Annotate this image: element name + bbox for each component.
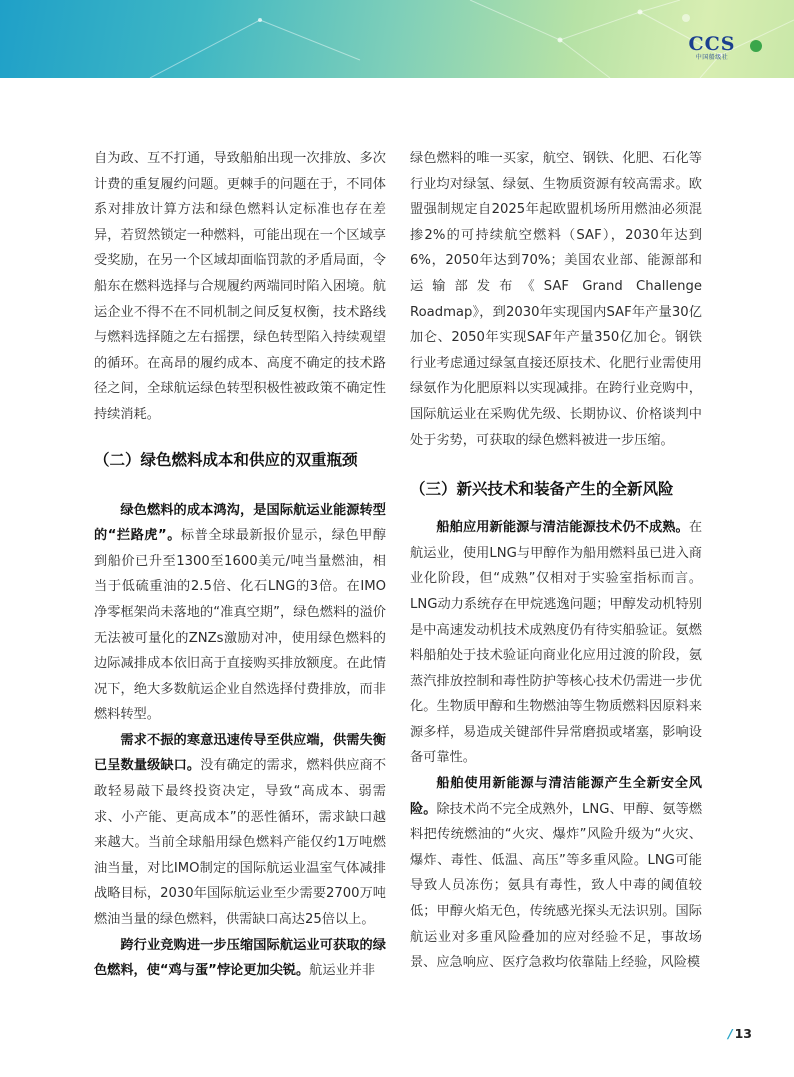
- section-heading-2: （二）绿色燃料成本和供应的双重瓶颈: [94, 450, 358, 469]
- paragraph: [94, 498, 386, 728]
- page-slash: /: [728, 1026, 733, 1041]
- network-decoration: [0, 0, 794, 78]
- right-column: [410, 146, 702, 976]
- paragraph: 自为政、互不打通，导致船舶出现一次排放、多次计费的重复履约问题。更棘手的问题在于，不同体系对排放计算方法和绿色燃料认定标准也存在差异，若贸然锁定一种燃料，可能出现在一个区域享受奖励，在另一个区域却面临罚款的矛盾局面，令船东在燃料选择与合规履约两端同时陷入困境。航运企业不得不在不同机制之间反复权衡，技术路线与燃料选择随之左右摇摆，绿色转型陷入持续观望的循环。在高昂的履约成本、高度不确定的技术路径之间，全球航运绿色转型积极性被政策不确定性持续消耗。: [94, 151, 386, 422]
- paragraph-text: 标普全球最新报价显示，绿色甲醇到船价已升至1300至1600美元/吨当量燃油，相当于低硫重油的2.5倍、化石LNG的3倍。在IMO净零框架尚未落地的“准真空期”，绿色燃料的溢价无法被可量化的ZNZs激励对冲，使用绿色燃料的边际减排成本依旧高于直接购买排放额度。在此情况下，绝大多数航运企业自然选择付费排放，而非燃料转型。: [94, 528, 387, 723]
- paragraph: [410, 515, 702, 771]
- bold-lead: 跨行业竞购进一步压缩国际航运业可获取的绿色燃料，使“鸡与蛋”悖论更加尖锐。: [94, 937, 386, 979]
- page-number-value: 13: [734, 1026, 752, 1041]
- header-banner: [0, 0, 794, 78]
- paragraph: 绿色燃料的唯一买家，航空、钢铁、化肥、石化等行业均对绿氢、绿氨、生物质资源有较高需求。欧盟强制规定自2025年起欧盟机场所用燃油必须混掺2%的可持续航空燃料（SAF），2030年达到6%，2050年达到70%；美国农业部、能源部和运输部发布《SAF Grand Challenge Roadmap》，到2030年实现国内SAF年产量30亿加仑、2050年实现SAF年产量350亿加仑。钢铁行业考虑通过绿氢直接还原技术、化肥行业需使用绿氨作为化肥原料以实现减排。在跨行业竞购中，国际航运业在采购优先级、长期协议、价格谈判中处于劣势，可获取的绿色燃料被进一步压缩。: [410, 151, 702, 448]
- page-number: [728, 1026, 752, 1041]
- paragraph-text: 除技术尚不完全成熟外，LNG、甲醇、氨等燃料把传统燃油的“火灾、爆炸”风险升级为“火灾、爆炸、毒性、低温、高压”等多重风险。LNG可能导致人员冻伤；氨具有毒性，致人中毒的阈值较低；甲醇火焰无色，传统感光探头无法识别。国际航运业对多重风险叠加的应对经验不足，事故场景、应急响应、医疗急救均依靠陆上经验，风险模: [410, 801, 703, 971]
- left-column: [94, 146, 386, 984]
- bold-lead: 绿色燃料的成本鸿沟，是国际航运业能源转型的“拦路虎”。: [94, 502, 386, 544]
- logo-mark: CCS: [688, 33, 736, 55]
- section-heading-3: （三）新兴技术和装备产生的全新风险: [410, 480, 674, 499]
- ccs-logo: [676, 34, 748, 62]
- paragraph: [410, 771, 702, 976]
- paragraph-text: 在航运业，使用LNG与甲醇作为船用燃料虽已进入商业化阶段，但“成熟”仅相对于实验室指标而言。LNG动力系统存在甲烷逃逸问题；甲醇发动机特别是中高速发动机技术成熟度仍有待实船验证。氨燃料船舶处于技术验证向商业化应用过渡的阶段，氨蒸汽排放控制和毒性防护等核心技术仍需进一步优化。生物质甲醇和生物燃油等生物质燃料因原料来源多样，易造成关键部件异常磨损或堵塞，影响设备可靠性。: [410, 520, 702, 766]
- paragraph: [94, 728, 386, 933]
- paragraph-text: 航运业并非: [309, 963, 376, 979]
- bold-lead: 船舶应用新能源与清洁能源技术仍不成熟。: [436, 520, 689, 536]
- paragraph: [94, 933, 386, 984]
- logo-subtitle: 中国船级社: [695, 54, 729, 61]
- bold-lead: 船舶使用新能源与清洁能源产生全新安全风险。: [410, 776, 702, 817]
- bold-lead: 需求不振的寒意迅速传导至供应端，供需失衡已呈数量级缺口。: [94, 732, 386, 774]
- paragraph-text: 没有确定的需求，燃料供应商不敢轻易敲下最终投资决定，导致“高成本、弱需求、小产能、更高成本”的恶性循环，需求缺口越来越大。当前全球船用绿色燃料产能仅约1万吨燃油当量，对比IMO制定的国际航运业温室气体减排战略目标，2030年国际航运业至少需要2700万吨燃油当量的绿色燃料，供需缺口高达25倍以上。: [94, 758, 387, 928]
